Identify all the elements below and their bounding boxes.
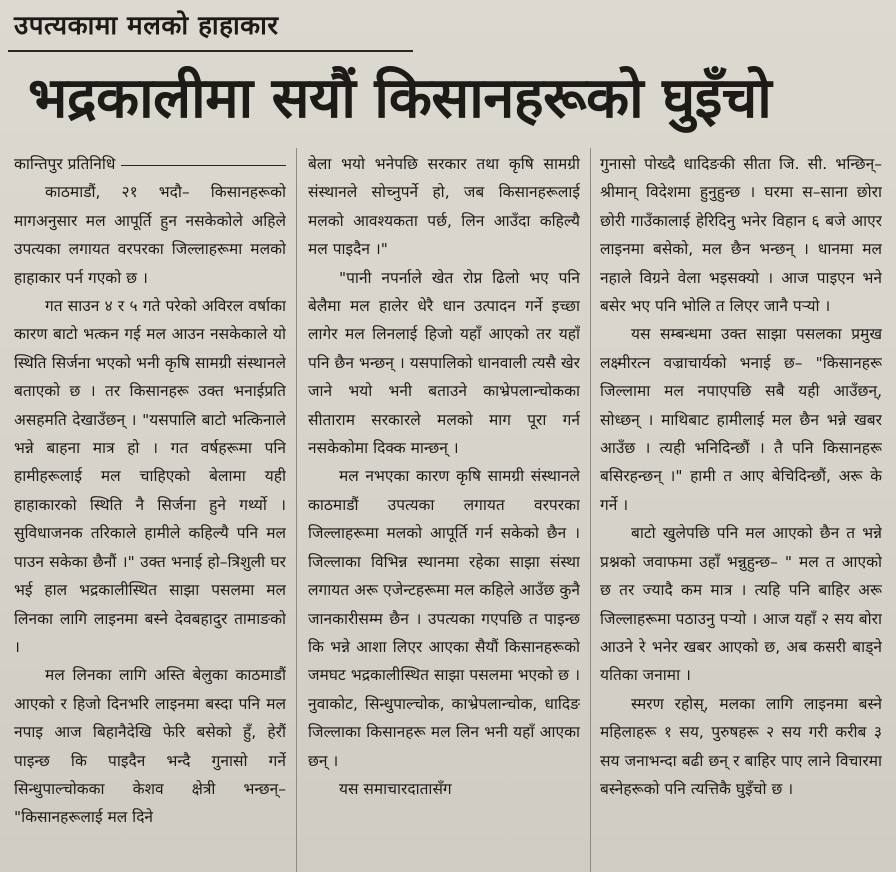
paragraph: बाटो खुलेपछि पनि मल आएको छैन त भन्ने प्रश्नको जवाफमा उहाँ भन्नुहुन्छ– " मल त आएको छ तर ज्यादै कम मात्र । त्यहि पनि बाहिर अरू जिल्लाहरूमा पठाउनु पर्‍यो । आज यहाँ २ सय बोरा आउने रे भनेर खबर आएको छ, अब कसरी बाड्ने यतिका जनामा । xyxy=(600,524,882,685)
paragraph: बेला भयो भनेपछि सरकार तथा कृषि सामग्री संस्थानले सोच्नुपर्ने हो, जब किसानहरूलाई मलको आवश्यकता पर्छ, लिन आउँदा कहिल्यै मल पाइदैन ।" xyxy=(308,155,580,259)
paragraph: यस सम्बन्धमा उक्त साझा पसलका प्रमुख लक्ष्मीरत्न वज्राचार्यको भनाई छ– "किसानहरू जिल्लामा मल नपाएपछि सबै यही आउँछन्, सोध्छन् । माथिबाट हामीलाई मल छैन भन्ने खबर आउँछ । त्यही भनिदिन्छौं । तै पनि किसानहरू बसिरहन्छन् ।" हामी त आए बेचिदिन्छौं, अरू के गर्ने । xyxy=(600,325,882,514)
byline: कान्तिपुर प्रतिनिधि xyxy=(14,155,116,173)
kicker-headline: उपत्यकामा मलको हाहाकार xyxy=(14,11,279,41)
article-column-2 xyxy=(308,150,580,872)
paragraph: स्मरण रहोस्, मलका लागि लाइनमा बस्ने महिलाहरू १ सय, पुरुषहरू २ सय गरी करीब ३ सय जनाभन्दा बढी छन् र बाहिर पाए लाने विचारमा बस्नेहरूको पनि त्यत्तिकै घुइँचो छ । xyxy=(600,694,882,798)
paragraph: गुनासो पोख्दै धादिङकी सीता जि. सी. भन्छिन्– श्रीमान् विदेशमा हुनुहुन्छ । घरमा स–साना छोरा छोरी गाउँकालाई हेरिदिनु भनेर विहान ६ बजे आएर लाइनमा बसेको, मल छैन भन्छन् । धानमा मल नहाले विग्रने वेला भइसक्यो । आज पाइएन भने बसेर भए पनि भोलि त लिएर जानै पर्‍यो । xyxy=(600,155,882,316)
main-headline: भद्रकालीमा सयौं किसानहरूको घुइँचो xyxy=(28,66,772,131)
article-column-3 xyxy=(600,150,882,872)
paragraph: मल लिनका लागि अस्ति बेलुका काठमाडौं आएको र हिजो दिनभरि लाइनमा बस्दा पनि मल नपाइ आज बिहानैदेखि फेरि बसेको हुँ, हेरौं पाइन्छ कि पाइदैन भन्दै गुनासो गर्ने सिन्धुपाल्चोकका केशव क्षेत्री भन्छन्– "किसानहरूलाई मल दिने xyxy=(14,666,286,827)
paragraph: गत साउन ४ र ५ गते परेको अविरल वर्षाका कारण बाटो भत्कन गई मल आउन नसकेकाले यो स्थिति सिर्जना भएको भनी कृषि सामग्री संस्थानले बताएको छ । तर किसानहरू उक्त भनाईप्रति असहमति देखाउँछन् । "यसपालि बाटो भत्किनाले भन्ने बाहना मात्र हो । गत वर्षहरूमा पनि हामीहरूलाई मल चाहिएको बेलामा यही हाहाकारको स्थिति नै सिर्जना हुने गर्थ्यो । सुविधाजनक तरिकाले हामीले कहिल्यै पनि मल पाउन सकेका छैनौं ।" उक्त भनाई हो–त्रिशुली घर भई हाल भद्रकालीस्थित साझा पसलमा मल लिनका लागि लाइनमा बस्ने देवबहादुर तामाङको । xyxy=(14,297,286,656)
byline-rule xyxy=(121,165,286,166)
kicker-underline xyxy=(8,50,413,52)
article-column-1 xyxy=(14,150,286,872)
paragraph: काठमाडौं, २१ भदौ– किसानहरूको मागअनुसार मल आपूर्ति हुन नसकेकोले अहिले उपत्यका लगायत वरपरका जिल्लाहरूमा मलको हाहाकार पर्न गएको छ । xyxy=(14,183,286,287)
paragraph: "पानी नपर्नाले खेत रोप्न ढिलो भए पनि बेलैमा मल हालेर धेरै धान उत्पादन गर्ने इच्छा लागेर मल लिनलाई हिजो यहाँ आएको तर यहाँ पनि छैन भन्छन् । यसपालिको धानवाली त्यसै खेर जाने भयो भनी बताउने काभ्रेपलान्चोकका सीताराम सरकारले मलको माग पूरा गर्न नसकेकोमा दिक्क मान्छन् । xyxy=(308,268,580,458)
column-divider xyxy=(590,148,591,872)
paragraph: यस समाचारदातासँग xyxy=(339,779,452,798)
byline-row xyxy=(14,150,286,178)
column-divider xyxy=(296,148,297,872)
paragraph: मल नभएका कारण कृषि सामग्री संस्थानले काठमाडौं उपत्यका लगायत वरपरका जिल्लाहरूमा मलको आपूर्ति गर्न सकेको छैन । जिल्लाका विभिन्न स्थानमा रहेका साझा संस्था लगायत अरू एजेन्टहरूमा मल कहिले आउँछ कुनै जानकारीसम्म छैन । उपत्यका गएपछि त पाइन्छ कि भन्ने आशा लिएर आएका सैयौं किसानहरूको जमघट भद्रकालीस्थित साझा पसलमा भएको छ । नुवाकोट, सिन्धुपाल्चोक, काभ्रेपलान्चोक, धादिङ जिल्लाका किसानहरू मल लिन भनी यहाँ आएका छन् । xyxy=(308,467,580,770)
